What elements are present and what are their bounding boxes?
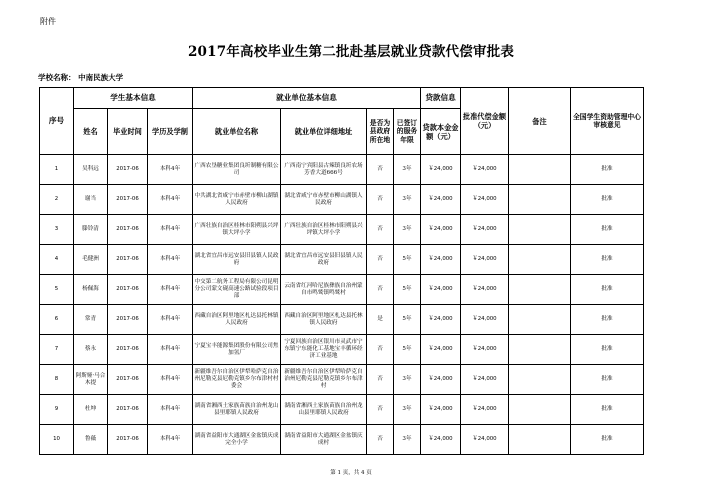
cell-audit-opinion: 批准 bbox=[571, 305, 644, 335]
cell-below-county: 否 bbox=[367, 245, 394, 275]
cell-below-county: 否 bbox=[367, 275, 394, 305]
cell-degree: 本科4年 bbox=[148, 425, 193, 455]
cell-loan-principal: ￥24,000 bbox=[421, 305, 461, 335]
table-row bbox=[40, 335, 644, 365]
cell-grad-time: 2017-06 bbox=[108, 335, 148, 365]
table-row bbox=[40, 425, 644, 455]
cell-remark bbox=[509, 395, 571, 425]
cell-approve-amount: ￥24,000 bbox=[461, 395, 509, 425]
cell-approve-amount: ￥24,000 bbox=[461, 305, 509, 335]
cell-approve-amount: ￥24,000 bbox=[461, 425, 509, 455]
cell-grad-time: 2017-06 bbox=[108, 155, 148, 185]
cell-grad-time: 2017-06 bbox=[108, 245, 148, 275]
header-seq: 序号 bbox=[40, 88, 74, 155]
cell-seq: 5 bbox=[40, 275, 74, 305]
cell-grad-time: 2017-06 bbox=[108, 365, 148, 395]
cell-unit-address: 湖北省宜昌市远安县旧县镇人民政府 bbox=[281, 245, 367, 275]
cell-signed-years: 3年 bbox=[394, 155, 421, 185]
header-student-group: 学生基本信息 bbox=[74, 88, 193, 109]
cell-grad-time: 2017-06 bbox=[108, 395, 148, 425]
cell-name: 杨佩海 bbox=[74, 275, 108, 305]
cell-grad-time: 2017-06 bbox=[108, 305, 148, 335]
header-name: 姓名 bbox=[74, 109, 108, 155]
cell-unit-name: 湖南省湘西土家族苗族自治州龙山县里耶镇人民政府 bbox=[193, 395, 281, 425]
page-footer: 第 1 页，共 4 页 bbox=[330, 470, 372, 476]
cell-seq: 6 bbox=[40, 305, 74, 335]
header-audit-opinion: 全国学生资助管理中心审核意见 bbox=[571, 88, 644, 155]
cell-below-county: 是 bbox=[367, 305, 394, 335]
cell-below-county: 否 bbox=[367, 425, 394, 455]
cell-name: 毛健洲 bbox=[74, 245, 108, 275]
cell-signed-years: 5年 bbox=[394, 275, 421, 305]
cell-name: 吴科远 bbox=[74, 155, 108, 185]
cell-seq: 10 bbox=[40, 425, 74, 455]
cell-name: 常青 bbox=[74, 305, 108, 335]
cell-signed-years: 5年 bbox=[394, 305, 421, 335]
cell-audit-opinion: 批准 bbox=[571, 365, 644, 395]
cell-unit-name: 宁夏宝丰能源集团股份有限公司焦加氢厂 bbox=[193, 335, 281, 365]
cell-unit-address: 云南省红河哈尼族彝族自治州蒙自市鸣鹫镇鸣鹫村 bbox=[281, 275, 367, 305]
table-row bbox=[40, 275, 644, 305]
cell-unit-address: 湖北省咸宁市赤壁市柳山湖镇人民政府 bbox=[281, 185, 367, 215]
cell-approve-amount: ￥24,000 bbox=[461, 215, 509, 245]
cell-loan-principal: ￥24,000 bbox=[421, 275, 461, 305]
table-row bbox=[40, 305, 644, 335]
cell-grad-time: 2017-06 bbox=[108, 215, 148, 245]
cell-approve-amount: ￥24,000 bbox=[461, 365, 509, 395]
attachment-label: 附件 bbox=[40, 17, 56, 26]
cell-seq: 7 bbox=[40, 335, 74, 365]
header-grad-time: 毕业时间 bbox=[108, 109, 148, 155]
cell-approve-amount: ￥24,000 bbox=[461, 335, 509, 365]
cell-degree: 本科4年 bbox=[148, 245, 193, 275]
cell-loan-principal: ￥24,000 bbox=[421, 185, 461, 215]
cell-name: 阿斯娅·马合木提 bbox=[74, 365, 108, 395]
header-below-county: 是否为县政府所在地 bbox=[367, 109, 394, 155]
cell-loan-principal: ￥24,000 bbox=[421, 395, 461, 425]
approval-table bbox=[39, 87, 644, 455]
header-loan-group: 贷款信息 bbox=[421, 88, 461, 109]
cell-unit-name: 西藏自治区阿里地区札达县托林镇人民政府 bbox=[193, 305, 281, 335]
cell-seq: 4 bbox=[40, 245, 74, 275]
cell-name: 谢当 bbox=[74, 185, 108, 215]
cell-below-county: 否 bbox=[367, 365, 394, 395]
cell-name: 蔡永 bbox=[74, 335, 108, 365]
cell-audit-opinion: 批准 bbox=[571, 155, 644, 185]
table-row bbox=[40, 185, 644, 215]
cell-remark bbox=[509, 365, 571, 395]
cell-audit-opinion: 批准 bbox=[571, 215, 644, 245]
table-row bbox=[40, 395, 644, 425]
cell-grad-time: 2017-06 bbox=[108, 275, 148, 305]
cell-audit-opinion: 批准 bbox=[571, 275, 644, 305]
cell-approve-amount: ￥24,000 bbox=[461, 185, 509, 215]
cell-signed-years: 3年 bbox=[394, 185, 421, 215]
cell-signed-years: 5年 bbox=[394, 245, 421, 275]
cell-unit-name: 广西农垦糖业集团良圻制糖有限公司 bbox=[193, 155, 281, 185]
cell-unit-address: 广西壮族自治区桂林市阳朔县兴坪镇大坪小学 bbox=[281, 215, 367, 245]
table-row bbox=[40, 245, 644, 275]
cell-signed-years: 3年 bbox=[394, 425, 421, 455]
header-remark: 备注 bbox=[509, 88, 571, 155]
cell-seq: 1 bbox=[40, 155, 74, 185]
cell-audit-opinion: 批准 bbox=[571, 425, 644, 455]
header-signed-years: 已签订的服务年限 bbox=[394, 109, 421, 155]
cell-degree: 本科4年 bbox=[148, 275, 193, 305]
cell-approve-amount: ￥24,000 bbox=[461, 245, 509, 275]
cell-remark bbox=[509, 425, 571, 455]
school-name: 学校名称： 中南民族大学 bbox=[38, 73, 124, 82]
cell-grad-time: 2017-06 bbox=[108, 425, 148, 455]
cell-loan-principal: ￥24,000 bbox=[421, 155, 461, 185]
table-row bbox=[40, 155, 644, 185]
cell-remark bbox=[509, 245, 571, 275]
cell-unit-address: 宁夏回族自治区银川市灵武市宁东镇宁东能化工基地宝丰循环经济工业基地 bbox=[281, 335, 367, 365]
header-loan-principal: 贷款本金金额（元） bbox=[421, 109, 461, 155]
cell-below-county: 否 bbox=[367, 155, 394, 185]
cell-approve-amount: ￥24,000 bbox=[461, 155, 509, 185]
cell-degree: 本科4年 bbox=[148, 395, 193, 425]
cell-unit-name: 中共湖北省咸宁市赤壁市柳山湖镇人民政府 bbox=[193, 185, 281, 215]
cell-unit-address: 新疆维吾尔自治区伊犁哈萨克自治州尼勒克县尼勒克镇乡尔布津村 bbox=[281, 365, 367, 395]
cell-remark bbox=[509, 155, 571, 185]
cell-unit-address: 湖南省湘西土家族苗族自治州龙山县里耶镇人民政府 bbox=[281, 395, 367, 425]
cell-audit-opinion: 批准 bbox=[571, 245, 644, 275]
cell-signed-years: 3年 bbox=[394, 395, 421, 425]
cell-degree: 本科4年 bbox=[148, 155, 193, 185]
cell-name: 鲁薇 bbox=[74, 425, 108, 455]
cell-unit-address: 西藏自治区阿里地区札达县托林镇人民政府 bbox=[281, 305, 367, 335]
table-row bbox=[40, 365, 644, 395]
cell-remark bbox=[509, 185, 571, 215]
cell-remark bbox=[509, 335, 571, 365]
cell-seq: 8 bbox=[40, 365, 74, 395]
cell-below-county: 否 bbox=[367, 185, 394, 215]
cell-signed-years: 3年 bbox=[394, 365, 421, 395]
cell-unit-name: 湖南省益阳市大通湖区金盆镇庆成完全小学 bbox=[193, 425, 281, 455]
header-approve-amount: 批准代偿金额（元） bbox=[461, 88, 509, 155]
cell-loan-principal: ￥24,000 bbox=[421, 245, 461, 275]
cell-signed-years: 3年 bbox=[394, 215, 421, 245]
cell-name: 杜坤 bbox=[74, 395, 108, 425]
header-unit-address: 就业单位详细地址 bbox=[281, 109, 367, 155]
cell-loan-principal: ￥24,000 bbox=[421, 215, 461, 245]
cell-approve-amount: ￥24,000 bbox=[461, 275, 509, 305]
cell-signed-years: 5年 bbox=[394, 335, 421, 365]
cell-loan-principal: ￥24,000 bbox=[421, 335, 461, 365]
cell-degree: 本科4年 bbox=[148, 305, 193, 335]
cell-grad-time: 2017-06 bbox=[108, 185, 148, 215]
cell-degree: 本科4年 bbox=[148, 215, 193, 245]
cell-unit-name: 新疆维吾尔自治区伊犁哈萨克自治州尼勒克县尼勒克镇乡尔布津村村委会 bbox=[193, 365, 281, 395]
cell-unit-name: 湖北省宜昌市远安县旧县镇人民政府 bbox=[193, 245, 281, 275]
cell-remark bbox=[509, 215, 571, 245]
table-row bbox=[40, 215, 644, 245]
cell-degree: 本科4年 bbox=[148, 185, 193, 215]
page-title: 2017年高校毕业生第二批赴基层就业贷款代偿审批表 bbox=[187, 44, 515, 60]
cell-seq: 2 bbox=[40, 185, 74, 215]
cell-name: 滕铃清 bbox=[74, 215, 108, 245]
cell-unit-address: 湖南省益阳市大通湖区金盆镇庆成村 bbox=[281, 425, 367, 455]
cell-seq: 9 bbox=[40, 395, 74, 425]
cell-audit-opinion: 批准 bbox=[571, 185, 644, 215]
cell-seq: 3 bbox=[40, 215, 74, 245]
cell-remark bbox=[509, 275, 571, 305]
cell-audit-opinion: 批准 bbox=[571, 335, 644, 365]
cell-loan-principal: ￥24,000 bbox=[421, 365, 461, 395]
header-degree: 学历及学制 bbox=[148, 109, 193, 155]
cell-unit-name: 广西壮族自治区桂林市阳朔县兴坪镇大坪小学 bbox=[193, 215, 281, 245]
cell-loan-principal: ￥24,000 bbox=[421, 425, 461, 455]
header-unit-group: 就业单位基本信息 bbox=[193, 88, 421, 109]
cell-below-county: 否 bbox=[367, 335, 394, 365]
cell-degree: 本科4年 bbox=[148, 335, 193, 365]
cell-below-county: 否 bbox=[367, 215, 394, 245]
cell-unit-address: 广西南宁宾阳县古辣镇良圻农场芳香大道666号 bbox=[281, 155, 367, 185]
cell-audit-opinion: 批准 bbox=[571, 395, 644, 425]
cell-remark bbox=[509, 305, 571, 335]
cell-unit-name: 中交第二航务工程局有限公司昆明分公司蒙文砚高速公路试验段项目部 bbox=[193, 275, 281, 305]
header-unit-name: 就业单位名称 bbox=[193, 109, 281, 155]
cell-degree: 本科4年 bbox=[148, 365, 193, 395]
cell-below-county: 否 bbox=[367, 395, 394, 425]
